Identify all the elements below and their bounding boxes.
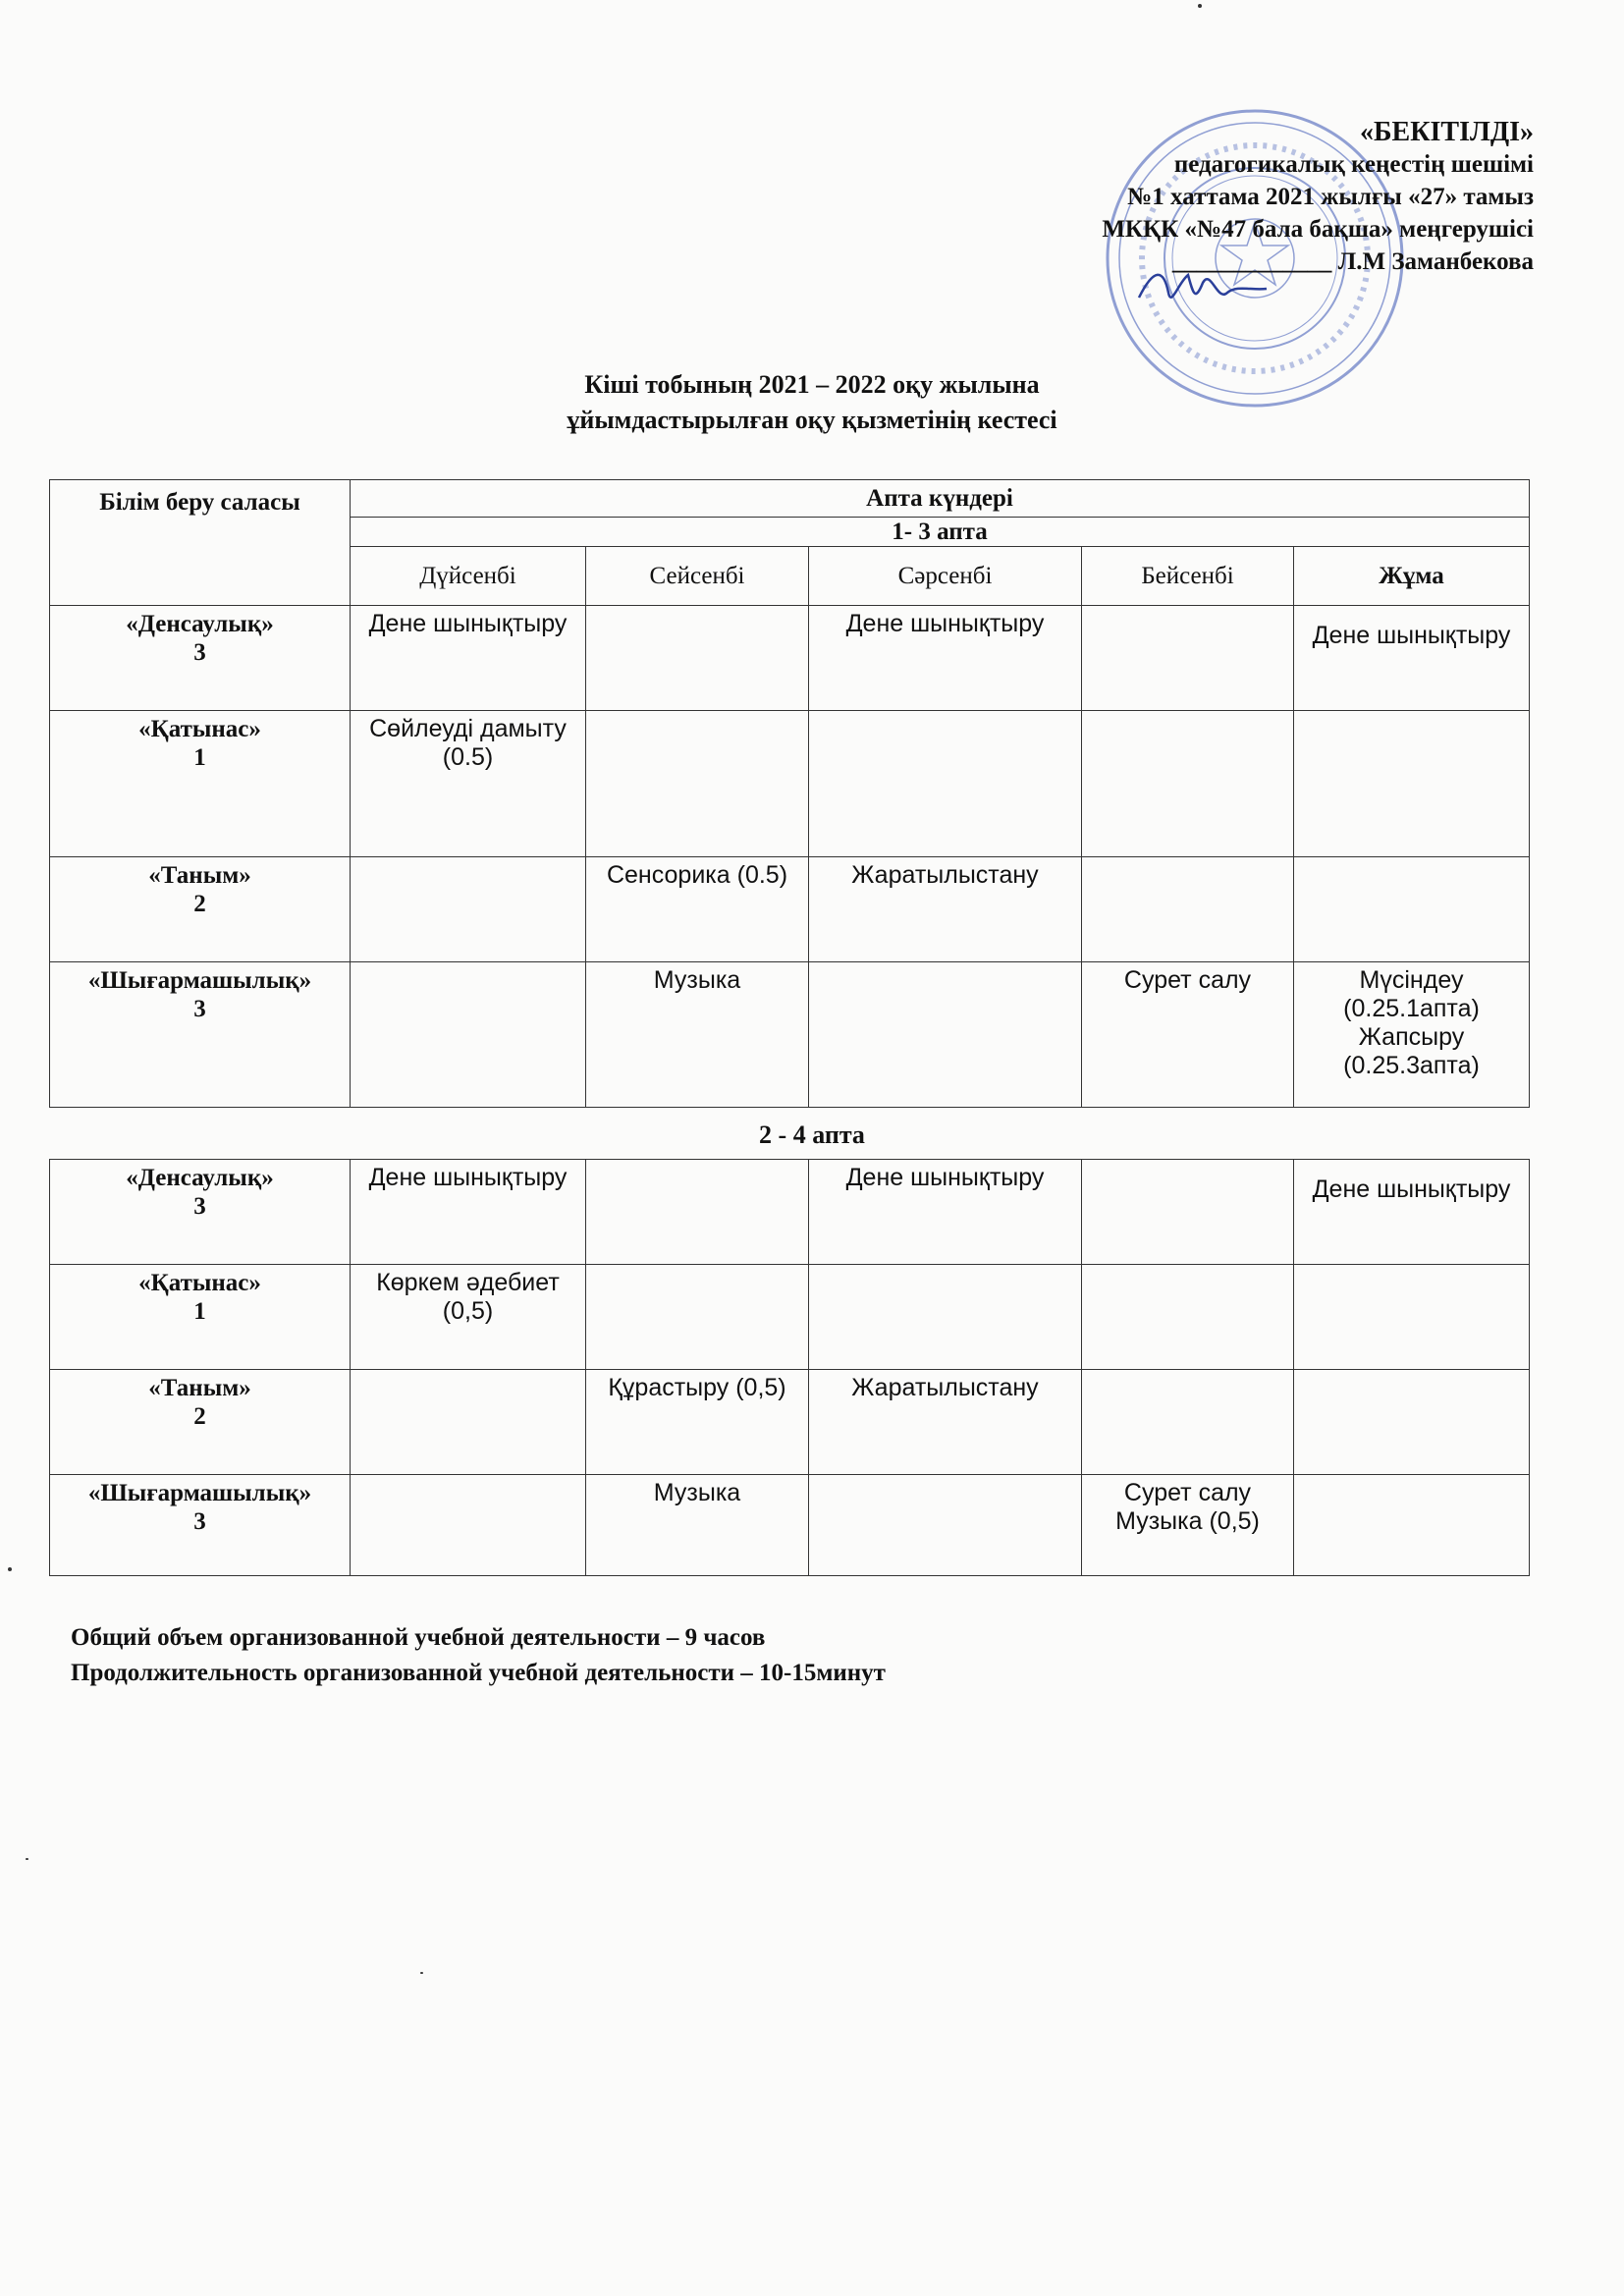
schedule-cell (1082, 1370, 1294, 1475)
document-title (0, 367, 1624, 438)
schedule-cell (1294, 1265, 1530, 1370)
schedule-cell: Дене шынықтыру (351, 606, 586, 711)
schedule-cell: Сөйлеуді дамыту (0.5) (351, 711, 586, 857)
schedule-cell (809, 1265, 1082, 1370)
schedule-table-week2 (49, 1159, 1530, 1576)
schedule-cell (1082, 1265, 1294, 1370)
day-header: Бейсенбі (1082, 547, 1294, 606)
schedule-cell (1082, 711, 1294, 857)
week-label: 1- 3 апта (351, 518, 1530, 547)
footer-line: Общий объем организованной учебной деятельности – 9 часов (71, 1624, 766, 1651)
approval-line: МКҚК «№47 бала бақша» меңгерушісі (1102, 216, 1534, 243)
schedule-cell: Жаратылыстану (809, 857, 1082, 962)
schedule-cell: Сенсорика (0.5) (586, 857, 809, 962)
schedule-cell: Дене шынықтыру (809, 606, 1082, 711)
scan-speck (8, 1567, 12, 1571)
schedule-cell (586, 606, 809, 711)
schedule-cell: Сурет салу Музыка (0,5) (1082, 1475, 1294, 1576)
footer-line: Продолжительность организованной учебной деятельности – 10-15минут (71, 1660, 886, 1686)
schedule-cell (1294, 1475, 1530, 1576)
schedule-cell (809, 1475, 1082, 1576)
schedule-cell (586, 1160, 809, 1265)
title-line: ұйымдастырылған оқу қызметінің кестесі (567, 406, 1057, 434)
week-label: 2 - 4 апта (759, 1121, 865, 1149)
approval-block (1102, 116, 1534, 278)
scan-speck (1198, 4, 1202, 8)
schedule-cell (1294, 711, 1530, 857)
schedule-cell: Музыка (586, 962, 809, 1108)
area-cell: «Таным» 2 (50, 857, 351, 962)
schedule-cell (351, 1370, 586, 1475)
table-row (50, 1370, 1530, 1475)
schedule-cell: Жаратылыстану (809, 1370, 1082, 1475)
schedule-cell: Дене шынықтыру (809, 1160, 1082, 1265)
area-cell: «Денсаулық» 3 (50, 606, 351, 711)
table-row (50, 1265, 1530, 1370)
schedule-cell (809, 962, 1082, 1108)
scan-speck (26, 1858, 28, 1860)
schedule-table-week1 (49, 479, 1530, 1108)
schedule-cell (586, 1265, 809, 1370)
table-row (50, 857, 1530, 962)
schedule-cell (809, 711, 1082, 857)
schedule-cell: Құрастыру (0,5) (586, 1370, 809, 1475)
schedule-cell: Көркем әдебиет (0,5) (351, 1265, 586, 1370)
schedule-cell (1294, 1370, 1530, 1475)
schedule-cell (351, 1475, 586, 1576)
schedule-cell (586, 711, 809, 857)
approval-line: педагогикалық кеңестің шешімі (1173, 151, 1534, 178)
day-header: Сейсенбі (586, 547, 809, 606)
area-cell: «Шығармашылық» 3 (50, 1475, 351, 1576)
schedule-cell (1294, 857, 1530, 962)
schedule-cell (351, 857, 586, 962)
schedule-cell: Музыка (586, 1475, 809, 1576)
table-row (50, 1475, 1530, 1576)
schedule-cell (1082, 606, 1294, 711)
schedule-cell (351, 962, 586, 1108)
area-cell: «Шығармашылық» 3 (50, 962, 351, 1108)
schedule-cell: Дене шынықтыру (1294, 1160, 1530, 1265)
schedule-cell (1082, 1160, 1294, 1265)
area-column-header: Білім беру саласы (50, 480, 351, 606)
table-row (50, 606, 1530, 711)
area-cell: «Қатынас» 1 (50, 1265, 351, 1370)
schedule-cell (1082, 857, 1294, 962)
footer-notes (71, 1620, 886, 1691)
days-span-header: Апта күндері (351, 480, 1530, 518)
area-cell: «Қатынас» 1 (50, 711, 351, 857)
approval-line: _____________ Л.М Заманбекова (1171, 248, 1534, 275)
approval-heading: «БЕКІТІЛДІ» (1360, 117, 1534, 147)
day-header: Сәрсенбі (809, 547, 1082, 606)
table-row (50, 962, 1530, 1108)
schedule-cell: Дене шынықтыру (351, 1160, 586, 1265)
schedule-cell: Дене шынықтыру (1294, 606, 1530, 711)
area-cell: «Таным» 2 (50, 1370, 351, 1475)
table-row (50, 711, 1530, 857)
area-cell: «Денсаулық» 3 (50, 1160, 351, 1265)
schedule-cell: Мүсіндеу (0.25.1апта) Жапсыру (0.25.3апта) (1294, 962, 1530, 1108)
title-line: Кіші тобының 2021 – 2022 оқу жылына (584, 370, 1040, 399)
approval-line: №1 хаттама 2021 жылғы «27» тамыз (1127, 184, 1534, 210)
schedule-cell: Сурет салу (1082, 962, 1294, 1108)
scan-speck (420, 1972, 423, 1974)
table-row (50, 1160, 1530, 1265)
day-header: Жұма (1294, 547, 1530, 606)
day-header: Дүйсенбі (351, 547, 586, 606)
